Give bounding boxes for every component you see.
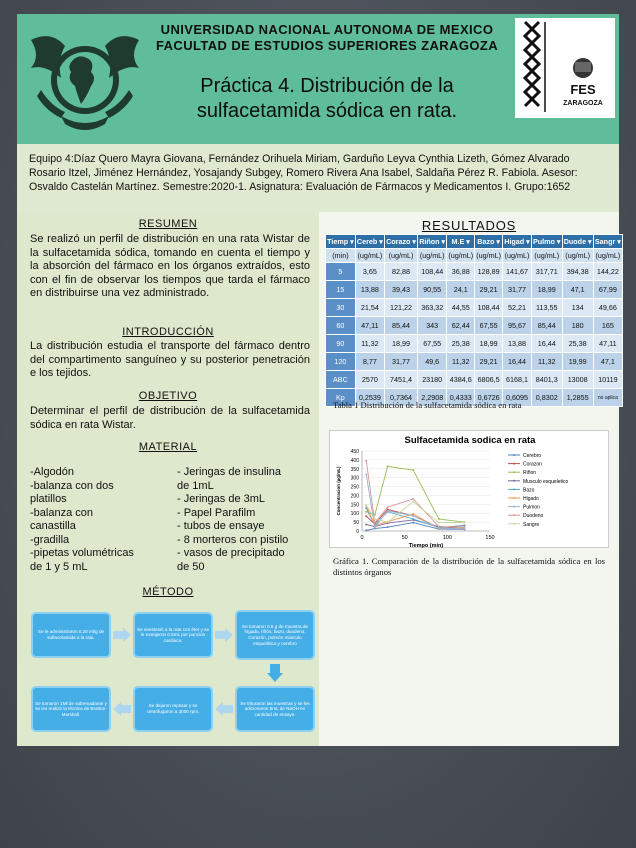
table-cell: 67,55 [475,317,503,335]
x-tick-label: 50 [401,535,408,541]
table-unit-cell: (ug/mL) [593,249,622,263]
table-row [326,299,623,317]
table-cell: 18,99 [475,335,503,353]
data-point [412,515,414,517]
data-point [365,504,367,506]
legend-marker [513,488,515,490]
poster-header [17,14,619,144]
y-tick-label: 150 [350,502,359,509]
material-item: de 50 [177,560,205,573]
table-cell: 11,32 [447,353,475,371]
table-row [326,335,623,353]
data-point [412,469,414,471]
table-cell: 10119 [593,371,622,389]
table-cell: 1,2855 [562,389,593,407]
table-cell: 13,88 [503,335,532,353]
material-item: - Papel Parafilm [177,506,256,519]
metodo-heading: MÉTODO [142,586,194,598]
legend-marker [513,463,515,465]
table-cell: 47,11 [593,335,622,353]
data-point [463,522,465,524]
distribution-table [325,234,623,407]
fes-logo-icon [515,18,615,118]
method-step-text: Se trituraron las muestras y se les adicionaron 5mL de NaOH en cantidad de ensaye. [240,700,310,717]
x-tick-label: 150 [485,535,495,541]
arrow-right-icon [215,628,233,642]
university-line: UNIVERSIDAD NACIONAL AUTONOMA DE MEXICO [160,22,494,37]
title-line-1: Práctica 4. Distribución de la [200,75,454,97]
material-item: - vasos de precipitado [177,547,285,559]
table-cell: 44,55 [447,299,475,317]
legend-label: Cerebro [523,453,542,459]
material-item: -gradilla [30,533,70,546]
legend-marker [513,497,515,499]
table-cell: 343 [418,317,447,335]
table-cell: 52,21 [503,299,532,317]
table-unit-cell: (ug/mL) [475,249,503,263]
y-tick-label: 0 [356,529,359,535]
fes-zaragoza-logo [515,18,615,118]
unam-crest-icon [21,20,149,140]
table-cell: 15 [326,281,356,299]
method-step-text: Se dejaron reposar y se centrifugaron a 3000 rpm. [146,703,200,714]
method-step-3 [235,610,315,660]
chart-container [329,430,609,548]
table-row [326,317,623,335]
material-item: -Algodón [30,466,75,478]
table-unit-cell: (ug/mL) [503,249,532,263]
legend-label: Pulmon [523,504,540,511]
material-item: - tubos de ensaye [177,520,265,532]
table-header-cell[interactable]: Duode ▾ [562,235,593,249]
title-line-2: sulfacetamida sódica en rata. [196,100,458,122]
table-cell: 4384,6 [447,371,475,389]
table-cell: 67,55 [418,335,447,353]
table-unit-cell: (ug/mL) [447,249,475,263]
table-cell: Kp [326,389,356,407]
table-cell: 62,44 [447,317,475,335]
method-step-text: Se tomaron 1Ml de sobrenadante y se les realizó la técnica de Bratton-Marshall. [35,700,107,717]
data-point [365,523,367,525]
table-cell: 144,22 [593,263,622,281]
authors-block: Equipo 4:Díaz Quero Mayra Giovana, Fernández Orihuela Miriam, Garduño Leyva Cynthia Lizeth, Gómez Alvarado Rosario Itzel, Jiménez Hernández, Yosajandy Subgey, Romero Rivera Ana Isabel, Saldaña Pérez R. Fabiola. Asesor: Osvaldo Castelán Martínez. Semestre:2020-1. Asignatura: Evaluación de Fármacos y Medicamentos I. Grupo:1652 [17,144,619,212]
x-tick-label: 0 [360,535,364,541]
data-point [365,515,367,517]
objetivo-heading: OBJETIVO [138,390,198,402]
table-cell: 3,65 [355,263,384,281]
introduccion-heading: INTRODUCCIÓN [122,326,214,338]
arrow-left-icon [215,702,233,716]
table-cell: no aplica [593,389,622,407]
table-cell: 13,88 [355,281,384,299]
material-item: -balanza con dos [30,479,114,492]
data-point [412,501,414,503]
poster-title [147,74,507,124]
table-cell: 6168,1 [503,371,532,389]
table-unit-cell: (ug/mL) [355,249,384,263]
legend-marker [513,471,515,473]
table-cell: 25,38 [447,335,475,353]
table-cell: 23180 [418,371,447,389]
y-axis-label: Concentracion (µg/mL) [336,466,341,516]
method-step-2 [133,612,213,658]
resumen-heading: RESUMEN [138,218,198,230]
table-cell: 16,44 [531,335,562,353]
table-cell: 24,1 [447,281,475,299]
data-point [412,498,414,500]
right-column [319,212,619,746]
y-tick-label: 300 [350,475,359,482]
material-item: platillos [30,493,67,505]
objetivo-text: Determinar el perfil de distribución de la sulfacetamida sódica en rata Wistar. [30,405,310,431]
material-item: - Jeringas de 3mL [177,493,266,505]
material-item: de 1mL [177,479,214,492]
table-cell: 82,88 [384,263,417,281]
data-point [387,465,389,467]
table-header-cell[interactable]: Riñon ▾ [418,235,447,249]
data-point [365,529,367,531]
table-header-cell[interactable]: Tiemp ▾ [326,235,356,249]
table-unit-cell: (ug/mL) [418,249,447,263]
method-step-text: Se le administraron 0.20 ml/g de sulfacetamida a la rata. [37,629,105,640]
data-point [374,522,376,524]
y-tick-label: 250 [350,484,359,491]
table-cell: 21,54 [355,299,384,317]
method-step-4 [235,686,315,732]
table-cell: 85,44 [531,317,562,335]
legend-label: Riñon [523,470,537,477]
method-flow-diagram [17,602,319,742]
method-step-1 [31,612,111,658]
table-cell: 95,67 [503,317,532,335]
table-cell: 2570 [355,371,384,389]
table-cell: 30 [326,299,356,317]
table-cell: 16,44 [503,353,532,371]
table-cell: 47,1 [562,281,593,299]
method-step-6 [31,686,111,732]
y-tick-label: 100 [350,511,359,518]
method-step-text: Se tomaron 0.5 g de muestra de hígado, riñón, bazo, duodeno. Corazón, pulmón músculo esquelético y cerebro [242,623,308,646]
legend-marker [513,454,515,456]
table-cell: 120 [326,353,356,371]
table-header-row [326,235,623,249]
table-cell: 394,38 [562,263,593,281]
table-unit-cell: (ug/mL) [384,249,417,263]
table-header-cell[interactable]: Pulmo ▾ [531,235,562,249]
table-cell: 0,8302 [531,389,562,407]
data-point [374,518,376,520]
y-tick-label: 400 [350,457,359,464]
table-cell: 60 [326,317,356,335]
table-cell: 8401,3 [531,371,562,389]
chart-title: Sulfacetamida sodica en rata [404,435,536,446]
table-cell: 18,99 [531,281,562,299]
poster [17,14,619,746]
legend-marker [513,506,515,508]
table-cell: 19,99 [562,353,593,371]
material-item: canastilla [30,520,76,532]
table-cell: 90 [326,335,356,353]
table-cell: 8,77 [355,353,384,371]
table-cell: 165 [593,317,622,335]
table-cell: 121,22 [384,299,417,317]
table-cell: 5 [326,263,356,281]
data-point [365,460,367,462]
arrow-down-icon [267,664,283,682]
table-cell: 128,89 [475,263,503,281]
data-point [387,526,389,528]
material-heading: MATERIAL [138,441,198,453]
table-caption: Tabla 1 Distribución de la sulfacetamida sódica en rata [333,400,522,410]
arrow-left-icon [113,702,131,716]
data-point [412,522,414,524]
table-row [326,353,623,371]
legend-label: Musculo esqueletico [523,478,569,485]
resumen-text: Se realizó un perfil de distribución en una rata Wistar de la sulfacetamida sódica, tomando en cuenta el tiempo y la absorción del fármaco en los órganos extraídos, esto con el fin de observar los tiempos que tarda el fármaco en distribuirse una vez administrado. [30,233,310,299]
zaragoza-logo-text: ZARAGOZA [563,100,603,107]
legend-marker [513,480,515,482]
table-cell: 90,55 [418,281,447,299]
table-cell: 31,77 [384,353,417,371]
table-cell: 2,2908 [418,389,447,407]
resultados-heading: RESULTADOS [421,218,517,233]
table-cell: 25,38 [562,335,593,353]
table-cell: 47,11 [355,317,384,335]
y-tick-label: 50 [353,520,359,527]
table-cell: 49,66 [593,299,622,317]
table-cell: 13008 [562,371,593,389]
legend-marker [513,514,515,516]
legend-label: Higado [523,496,539,502]
table-header-cell[interactable]: Cereb ▾ [355,235,384,249]
concentration-chart [330,431,610,549]
material-list-right [177,466,317,574]
data-point [463,526,465,528]
material-item: -pipetas volumétricas [30,547,134,559]
table-header-cell[interactable]: Corazo ▾ [384,235,417,249]
table-cell: 0,7364 [384,389,417,407]
table-cell: 39,43 [384,281,417,299]
table-cell: 108,44 [418,263,447,281]
table-cell: 0,2539 [355,389,384,407]
table-cell: 363,32 [418,299,447,317]
data-point [438,522,440,524]
table-cell: 31,77 [503,281,532,299]
table-cell: 7451,4 [384,371,417,389]
table-cell: 0,6095 [503,389,532,407]
table-cell: 0,4333 [447,389,475,407]
table-cell: 113,55 [531,299,562,317]
y-tick-label: 350 [350,466,359,473]
university-name [147,22,507,54]
data-point [365,511,367,513]
table-row [326,281,623,299]
table-cell: 18,99 [384,335,417,353]
table-unit-cell: (ug/mL) [562,249,593,263]
y-tick-label: 450 [350,449,359,455]
legend-label: Bazo [523,487,535,494]
introduccion-text: La distribución estudia el transporte del fármaco dentro del compartimento sanguíneo y su posterior penetración e los tejidos. [30,340,310,379]
table-header-cell[interactable]: Higad ▾ [503,235,532,249]
faculty-line: FACULTAD DE ESTUDIOS SUPERIORES ZARAGOZA [156,38,498,53]
legend-label: Sangre [523,521,540,528]
table-cell: 29,21 [475,281,503,299]
legend-label: Corazon [523,461,542,468]
data-point [387,521,389,523]
legend-label: Duodeno [523,513,544,520]
table-cell: 29,21 [475,353,503,371]
table-cell: 108,44 [475,299,503,317]
table-cell: 47,1 [593,353,622,371]
material-item: - Jeringas de insulina [177,466,281,478]
table-cell: ABC [326,371,356,389]
data-point [387,510,389,512]
table-cell: 141,67 [503,263,532,281]
table-unit-cell: (min) [326,249,356,263]
table-cell: 0,6726 [475,389,503,407]
table-header-cell[interactable]: Bazo ▾ [475,235,503,249]
x-axis-label: Tiempo (min) [408,543,444,549]
table-header-cell[interactable]: M.E ▾ [447,235,475,249]
data-point [365,474,367,476]
material-list-left [30,466,174,574]
data-point [412,513,414,515]
table-cell: 6806,5 [475,371,503,389]
table-header-cell[interactable]: Sangr ▾ [593,235,622,249]
table-row [326,263,623,281]
y-tick-label: 200 [350,493,359,500]
table-cell: 11,32 [355,335,384,353]
table-cell: 67,99 [593,281,622,299]
table-row [326,371,623,389]
table-cell: 49,6 [418,353,447,371]
table-cell: 134 [562,299,593,317]
x-tick-label: 100 [442,535,452,541]
series-line [366,466,464,522]
material-item: - 8 morteros con pistilo [177,533,289,546]
table-unit-cell: (ug/mL) [531,249,562,263]
left-column [17,212,319,746]
data-point [438,518,440,520]
material-item: -balanza con [30,506,93,519]
fes-logo-text: FES [570,82,596,97]
table-units-row [326,249,623,263]
method-step-text: Se anestesió a la rata con éter y se le extrajeron 0.5mL por punción cardiaca. [137,626,210,643]
data-point [374,527,376,529]
chart-caption: Gráfica 1. Comparación de la distribución de la sulfacetamida sódica en los distintos órganos [333,556,605,577]
table-cell: 85,44 [384,317,417,335]
data-point [387,506,389,508]
table-cell: 317,71 [531,263,562,281]
table-cell: 180 [562,317,593,335]
arrow-right-icon [113,628,131,642]
method-step-5 [133,686,213,732]
legend-marker [513,523,515,525]
data-point [412,518,414,520]
table-cell: 11,32 [531,353,562,371]
data-point [438,525,440,527]
material-item: de 1 y 5 mL [30,560,88,573]
table-cell: 36,88 [447,263,475,281]
